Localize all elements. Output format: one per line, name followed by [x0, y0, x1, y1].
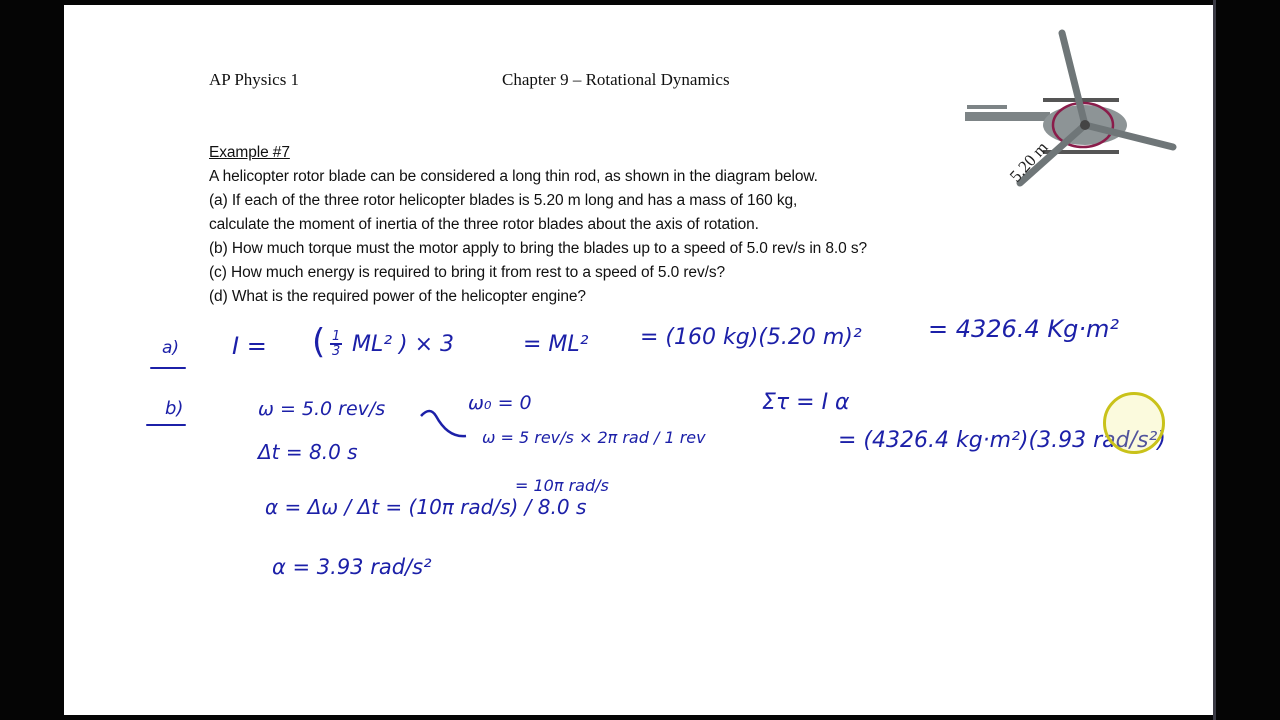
- cursor-highlight: [1103, 392, 1165, 454]
- torque-substitution: = (4326.4 kg·m²)(3.93 rad/s²): [838, 428, 1166, 453]
- inertia-simplified: = ML²: [523, 332, 589, 357]
- chapter-title: Chapter 9 – Rotational Dynamics: [502, 70, 730, 89]
- part-b-label: b): [165, 398, 184, 419]
- inertia-term: ML² ) × 3: [352, 332, 455, 357]
- inertia-result: = 4326.4 Kg·m²: [928, 315, 1119, 343]
- part-b-underline: [146, 424, 186, 426]
- torque-equation: Στ = I α: [762, 390, 850, 415]
- problem-line: calculate the moment of inertia of the three rotor blades about the axis of rotation.: [209, 216, 759, 233]
- part-a-underline: [150, 367, 186, 369]
- inertia-lhs: I =: [232, 332, 267, 360]
- page-edge: [1213, 0, 1216, 720]
- omega-conversion: ω = 5 rev/s × 2π rad / 1 rev: [482, 428, 706, 447]
- helicopter-rotor-diagram-icon: [955, 25, 1185, 200]
- problem-line: (a) If each of the three rotor helicopter blades is 5.20 m long and has a mass of 160 kg,: [209, 192, 798, 209]
- part-a-label: a): [162, 338, 180, 358]
- example-title: Example #7: [209, 144, 290, 161]
- problem-line: (d) What is the required power of the helicopter engine?: [209, 288, 586, 305]
- omega-initial: ω₀ = 0: [468, 392, 532, 414]
- delta-t-given: Δt = 8.0 s: [258, 440, 358, 464]
- course-title: AP Physics 1: [209, 70, 300, 89]
- alpha-result: α = 3.93 rad/s²: [272, 555, 432, 579]
- one-third-fraction: $\frac{1}{3}$: [332, 329, 341, 359]
- svg-text:5.20 m: 5.20 m: [1005, 137, 1052, 186]
- problem-line: A helicopter rotor blade can be considered a long thin rod, as shown in the diagram below.: [209, 168, 818, 185]
- inertia-substitution: = (160 kg)(5.20 m)²: [640, 325, 862, 350]
- open-paren: (: [312, 322, 326, 362]
- omega-conversion-result: = 10π rad/s: [515, 476, 609, 495]
- problem-line: (c) How much energy is required to bring it from rest to a speed of 5.0 rev/s?: [209, 264, 725, 281]
- arrow-curve-icon: [418, 402, 468, 442]
- omega-given: ω = 5.0 rev/s: [258, 398, 386, 420]
- alpha-definition: α = Δω / Δt = (10π rad/s) / 8.0 s: [265, 495, 587, 519]
- problem-line: (b) How much torque must the motor apply to bring the blades up to a speed of 5.0 rev/s in 8.0 s?: [209, 240, 868, 257]
